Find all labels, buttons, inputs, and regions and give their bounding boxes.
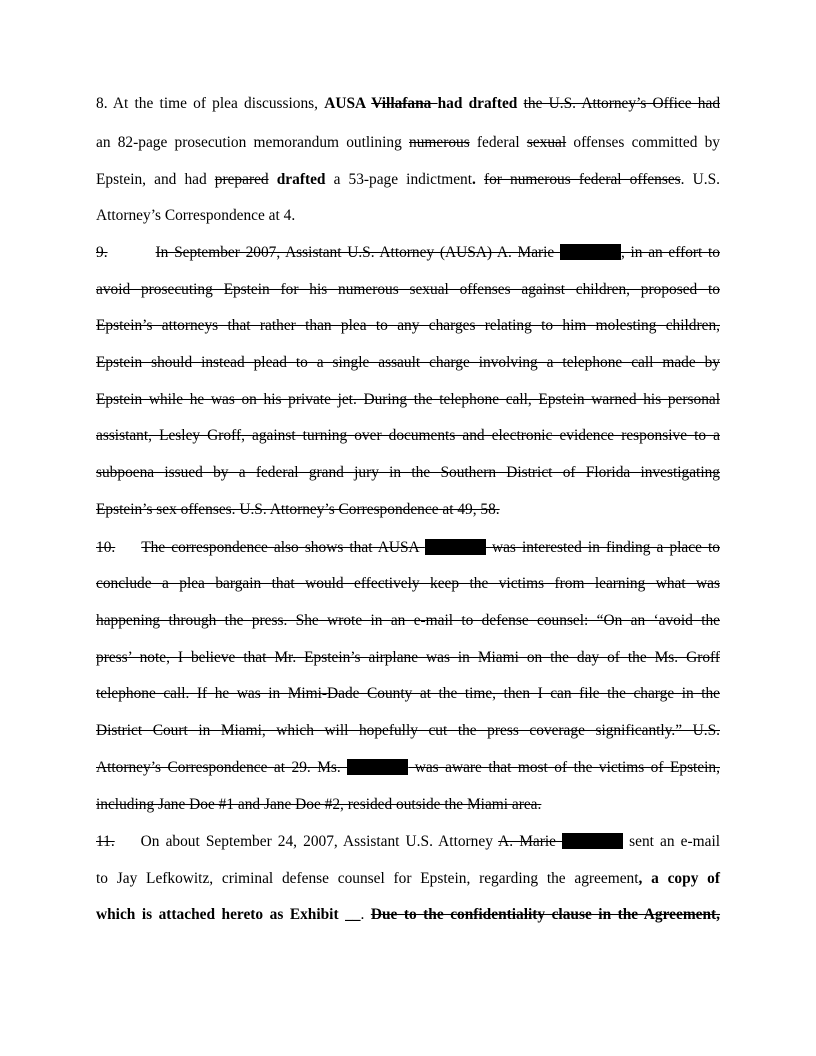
p8-line-3: Epstein, and had prepared drafted a 53-page indictment. for numerous federal offenses. U.S. (96, 171, 720, 188)
p9-line-6: assistant, Lesley Groff, against turning over documents and electronic evidence responsive to a (96, 427, 720, 444)
p10-line-1: 10. The correspondence also shows that AUSA was interested in finding a place to (96, 539, 720, 556)
p11-number: 11. (96, 833, 115, 850)
p10-line-6: District Court in Miami, which will hopefully cut the press coverage significantly.” U.S. (96, 722, 720, 739)
p9-line-1: 9. In September 2007, Assistant U.S. Attorney (AUSA) A. Marie , in an effort to (96, 244, 720, 261)
p9-line-2: avoid prosecuting Epstein for his numerous sexual offenses against children, proposed to (96, 281, 720, 298)
p8-line-2: an 82-page prosecution memorandum outlining numerous federal sexual offenses committed by (96, 134, 721, 151)
redaction-box (560, 244, 621, 260)
redaction-box (425, 539, 486, 555)
redaction-box (562, 833, 623, 849)
p9-line-8: Epstein’s sex offenses. U.S. Attorney’s Correspondence at 49, 58. (96, 501, 500, 518)
p9-line-3: Epstein’s attorneys that rather than plea to any charges relating to him molesting children, (96, 317, 720, 334)
p11-line-2: to Jay Lefkowitz, criminal defense counsel for Epstein, regarding the agreement, a copy of (96, 870, 720, 887)
p9-line-7: subpoena issued by a federal grand jury in the Southern District of Florida investigating (96, 464, 720, 481)
p9-number: 9. (96, 244, 108, 261)
p10-number: 10. (96, 539, 116, 556)
p8-number: 8. (96, 95, 108, 112)
p8-line-4: Attorney’s Correspondence at 4. (96, 207, 296, 224)
p11-line-3: which is attached hereto as Exhibit __. Due to the confidentiality clause in the Agreement, (96, 906, 721, 923)
p10-line-3: happening through the press. She wrote in an e-mail to defense counsel: “On an ‘avoid the (96, 612, 720, 629)
redaction-box (347, 759, 408, 775)
p11-line-1: 11. On about September 24, 2007, Assistant U.S. Attorney A. Marie sent an e-mail (96, 833, 720, 850)
p8-line-1: 8. At the time of plea discussions, AUSA Villafana had drafted the U.S. Attorney’s Office had (96, 95, 721, 112)
p10-line-4: press’ note, I believe that Mr. Epstein’s airplane was in Miami on the day of the Ms. Groff (96, 649, 720, 666)
p9-line-4: Epstein should instead plead to a single assault charge involving a telephone call made by (96, 354, 720, 371)
p10-line-2: conclude a plea bargain that would effectively keep the victims from learning what was (96, 575, 720, 592)
p10-line-8: including Jane Doe #1 and Jane Doe #2, resided outside the Miami area. (96, 796, 542, 813)
p10-line-7: Attorney’s Correspondence at 29. Ms. was aware that most of the victims of Epstein, (96, 759, 720, 776)
p9-line-5: Epstein while he was on his private jet. During the telephone call, Epstein warned his personal (96, 391, 720, 408)
p10-line-5: telephone call. If he was in Mimi-Dade County at the time, then I can file the charge in the (96, 685, 720, 702)
